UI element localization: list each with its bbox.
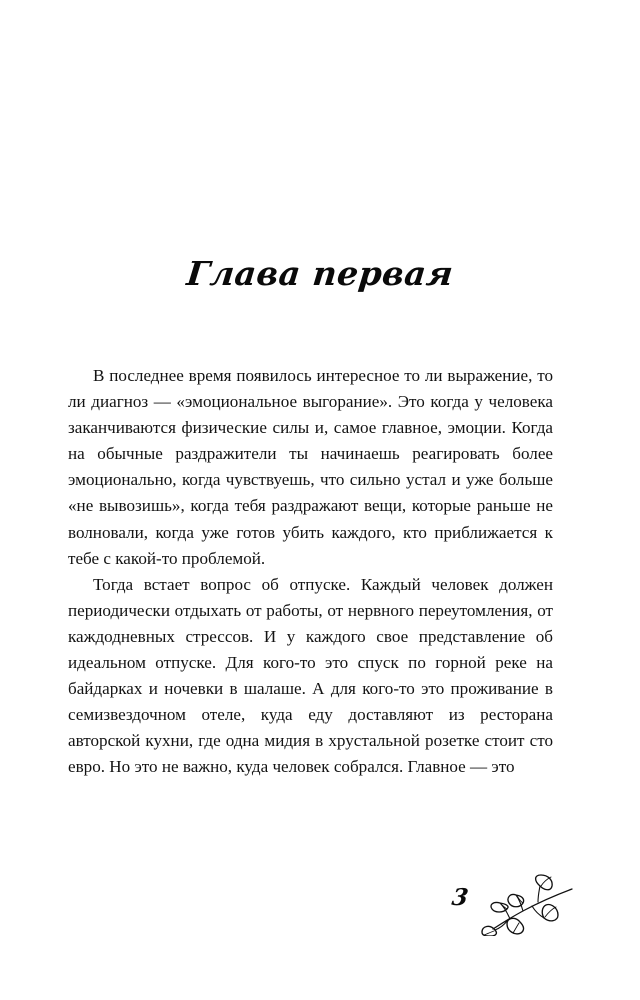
paragraph-2: Тогда встает вопрос об отпуске. Каждый человек должен периодически отдыхать от работы, от нервного переутомления, от каждодневных стрессов. И у каждого свое представление об идеальном отпуске. Для кого-то это спуск по горной реке на байдарках и ночевки в шалаше. А для кого-то это проживание в семизвездочном отеле, куда еду доставляют из ресторана авторской кухни, где одна мидия в хрустальной розетке стоит сто евро. Но это не важно, куда человек собрался. Главное — это [68, 574, 553, 777]
page-footer [448, 874, 578, 938]
paragraph-1: В последнее время появилось интересное то ли выражение, то ли диагноз — «эмоциональное выгорание». Это когда у человека заканчиваются физические силы и, самое главное, эмоции. Когда на обычные раздражители ты начинаешь реагировать более эмоционально, когда чувствуешь, что сильно устал и уже больше «не вывозишь», когда тебя раздражают вещи, которые раньше не волновали, когда уже готов убить каждого, кто приближается к тебе с какой-то проблемой. [68, 366, 553, 568]
leafy-branch-ornament [480, 874, 576, 936]
body-text-block [68, 363, 553, 781]
chapter-title: Глава первая [184, 254, 456, 294]
page-number: 3 [450, 884, 470, 911]
